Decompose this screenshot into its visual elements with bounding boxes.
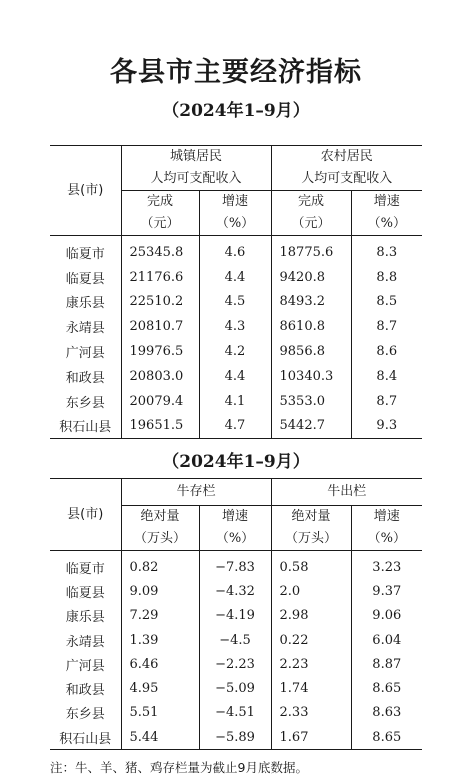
growth-cell: 4.4	[199, 265, 271, 290]
rural-complete-header: 完成	[271, 191, 351, 214]
value-cell: 20803.0	[121, 364, 199, 389]
county-name: 临夏县	[50, 265, 121, 290]
value-cell: 18775.6	[271, 236, 351, 265]
table-row	[50, 290, 422, 315]
rural-group-header-line1: 农村居民	[320, 149, 373, 164]
value-cell: 19651.5	[121, 414, 199, 439]
county-header: 县(市)	[50, 479, 121, 551]
outflow-growth-header: 增速	[373, 509, 400, 524]
table-row	[50, 414, 422, 439]
value-cell: 5442.7	[271, 414, 351, 439]
stock-growth-unit: （%）	[199, 528, 271, 551]
value-cell: 22510.2	[121, 290, 199, 315]
county-name: 广河县	[50, 339, 121, 364]
rural-group-header-line2: 人均可支配收入	[271, 168, 422, 191]
value-cell: 9856.8	[271, 339, 351, 364]
urban-group-header-line1: 城镇居民	[121, 146, 271, 169]
growth-cell: 4.2	[199, 339, 271, 364]
value-cell: 9.09	[121, 579, 199, 603]
county-name: 永靖县	[50, 628, 121, 652]
rural-complete-unit: （元）	[271, 213, 351, 236]
rural-growth-unit: （%）	[351, 213, 422, 236]
growth-cell: 4.6	[199, 236, 271, 265]
county-header: 县(市)	[50, 146, 121, 236]
value-cell: 0.22	[271, 628, 351, 652]
cattle-table	[50, 478, 422, 750]
table-row	[50, 339, 422, 364]
value-cell: 2.23	[271, 652, 351, 676]
growth-cell: 9.06	[372, 608, 402, 624]
table-row	[50, 236, 422, 265]
urban-growth-header: 增速	[199, 191, 271, 214]
county-name: 永靖县	[50, 314, 121, 339]
growth-cell: 8.7	[376, 393, 398, 409]
page-title: 各县市主要经济指标	[110, 57, 362, 88]
outflow-abs-unit: （万头）	[271, 528, 351, 551]
value-cell: 20810.7	[121, 314, 199, 339]
growth-cell: 8.87	[372, 656, 402, 672]
growth-cell: 8.7	[376, 319, 398, 335]
value-cell: 10340.3	[271, 364, 351, 389]
county-name: 临夏市	[50, 551, 121, 580]
growth-cell: 8.63	[372, 705, 402, 721]
table-row	[50, 265, 422, 290]
table-row	[50, 652, 422, 676]
growth-cell: 8.6	[376, 344, 398, 360]
value-cell: 0.82	[121, 551, 199, 580]
value-cell: 5353.0	[271, 389, 351, 414]
value-cell: 2.98	[271, 604, 351, 628]
value-cell: 25345.8	[121, 236, 199, 265]
growth-cell: 8.65	[372, 729, 402, 745]
value-cell: 8610.8	[271, 314, 351, 339]
growth-cell: 9.3	[376, 418, 398, 434]
value-cell: 6.46	[121, 652, 199, 676]
table-row	[50, 604, 422, 628]
growth-cell: −4.5	[199, 628, 271, 652]
growth-cell: 4.4	[199, 364, 271, 389]
county-name: 和政县	[50, 676, 121, 700]
growth-cell: −2.23	[199, 652, 271, 676]
table-row	[50, 676, 422, 700]
stock-growth-header: 增速	[199, 506, 271, 529]
stock-abs-header: 绝对量	[121, 506, 199, 529]
growth-cell: 3.23	[372, 559, 402, 575]
value-cell: 0.58	[271, 551, 351, 580]
growth-cell: 4.5	[199, 290, 271, 315]
income-table	[50, 145, 422, 439]
table-row	[50, 551, 422, 580]
county-name: 积石山县	[50, 725, 121, 750]
urban-growth-unit: （%）	[199, 213, 271, 236]
value-cell: 1.74	[271, 676, 351, 700]
stock-group-header: 牛存栏	[121, 479, 271, 506]
county-name: 和政县	[50, 364, 121, 389]
value-cell: 9420.8	[271, 265, 351, 290]
period-label-1: （2024年1–9月）	[162, 101, 310, 121]
growth-cell: 8.5	[376, 294, 398, 310]
growth-cell: 8.65	[372, 681, 402, 697]
county-name: 东乡县	[50, 389, 121, 414]
growth-cell: 9.37	[372, 583, 402, 599]
county-name: 临夏县	[50, 579, 121, 603]
urban-complete-unit: （元）	[121, 213, 199, 236]
county-name: 康乐县	[50, 604, 121, 628]
urban-complete-header: 完成	[121, 191, 199, 214]
growth-cell: 8.4	[376, 368, 398, 384]
outflow-group-header: 牛出栏	[271, 479, 422, 506]
growth-cell: 8.8	[376, 269, 398, 285]
table-row	[50, 579, 422, 603]
value-cell: 7.29	[121, 604, 199, 628]
county-name: 广河县	[50, 652, 121, 676]
value-cell: 4.95	[121, 676, 199, 700]
value-cell: 2.0	[271, 579, 351, 603]
county-name: 临夏市	[50, 236, 121, 265]
county-name: 积石山县	[50, 414, 121, 439]
growth-cell: 6.04	[372, 632, 402, 648]
table-row	[50, 628, 422, 652]
growth-cell: −4.32	[199, 579, 271, 603]
value-cell: 20079.4	[121, 389, 199, 414]
value-cell: 1.67	[271, 725, 351, 750]
outflow-growth-unit: （%）	[351, 528, 422, 551]
growth-cell: −5.89	[199, 725, 271, 750]
outflow-abs-header: 绝对量	[271, 506, 351, 529]
value-cell: 2.33	[271, 701, 351, 725]
county-name: 康乐县	[50, 290, 121, 315]
growth-cell: −5.09	[199, 676, 271, 700]
table-row	[50, 364, 422, 389]
county-name: 东乡县	[50, 701, 121, 725]
value-cell: 21176.6	[121, 265, 199, 290]
period-label-2: （2024年1–9月）	[162, 452, 310, 472]
growth-cell: 4.7	[199, 414, 271, 439]
table-row	[50, 314, 422, 339]
table-row	[50, 389, 422, 414]
value-cell: 19976.5	[121, 339, 199, 364]
growth-cell: 8.3	[376, 244, 398, 260]
growth-cell: −4.19	[199, 604, 271, 628]
value-cell: 1.39	[121, 628, 199, 652]
footnote: 注：牛、羊、猪、鸡存栏量为截止9月底数据。	[50, 760, 308, 775]
growth-cell: −7.83	[199, 551, 271, 580]
value-cell: 8493.2	[271, 290, 351, 315]
rural-growth-header: 增速	[373, 194, 400, 209]
urban-group-header-line2: 人均可支配收入	[121, 168, 271, 191]
growth-cell: 4.3	[199, 314, 271, 339]
growth-cell: −4.51	[199, 701, 271, 725]
value-cell: 5.51	[121, 701, 199, 725]
stock-abs-unit: （万头）	[121, 528, 199, 551]
growth-cell: 4.1	[199, 389, 271, 414]
table-row	[50, 725, 422, 750]
value-cell: 5.44	[121, 725, 199, 750]
table-row	[50, 701, 422, 725]
